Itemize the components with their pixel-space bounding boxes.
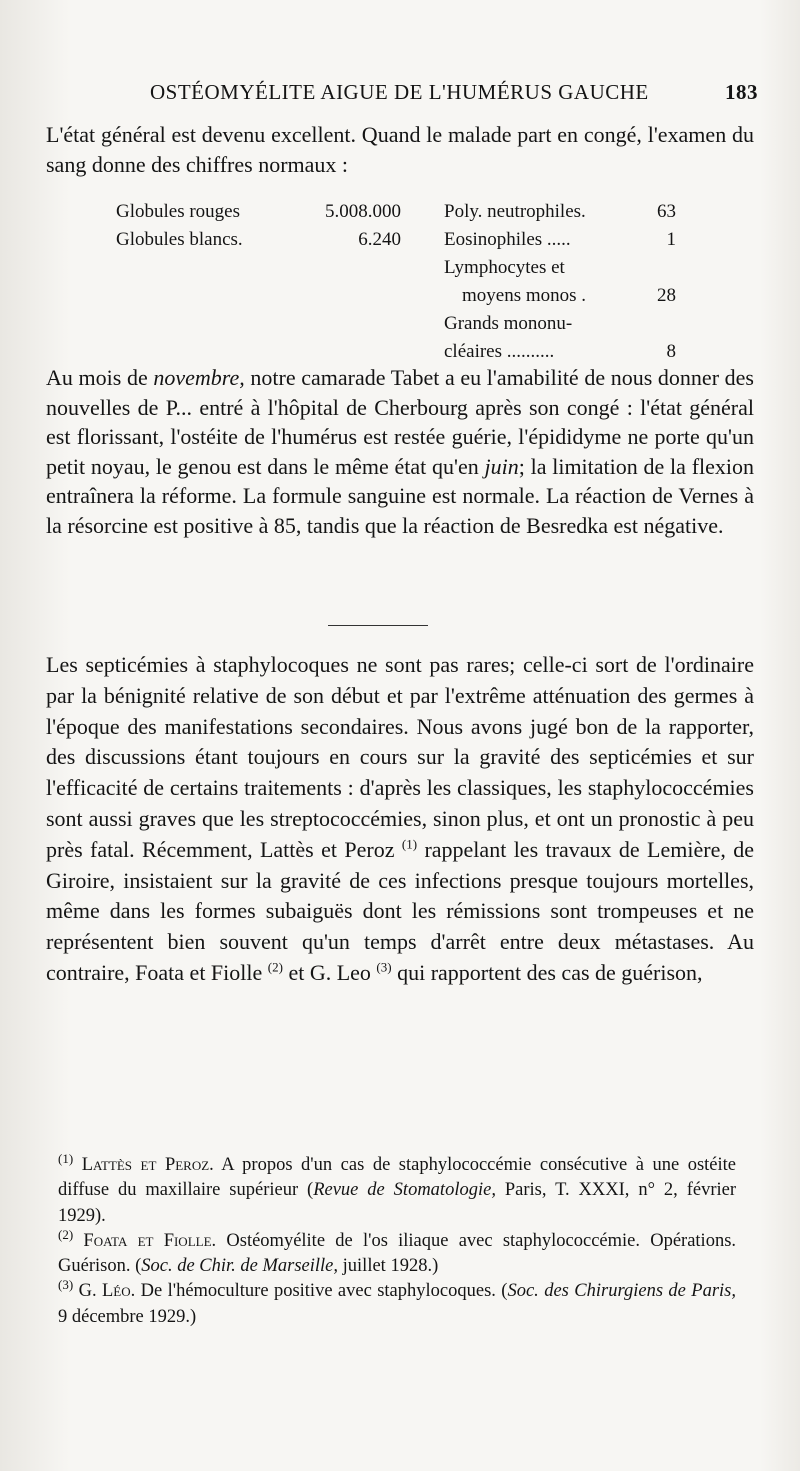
- blood-count-value: 1: [666, 229, 676, 250]
- footnote: [58, 1226, 737, 1280]
- text-run: juillet 1928.): [338, 1256, 439, 1277]
- text-run: notre camarade Tabet a eu l'amabilité de nous donner des nouvelles de P... entré à l'hôpital de Cherbourg après son congé : l'état général est florissant, l'ostéite de l'humérus est restée guérie, l'épididyme ne porte qu'un petit noyau, le genou est dans le même état qu'en: [46, 365, 754, 479]
- blood-count-label: Eosinophiles .....: [444, 229, 571, 250]
- blood-count-table: [116, 198, 676, 366]
- italic-month: novembre,: [153, 365, 245, 390]
- text-run: et G. Leo: [282, 959, 377, 985]
- running-header: [150, 80, 758, 105]
- blood-count-row: [116, 198, 401, 226]
- blood-count-row: [444, 198, 676, 226]
- intro-paragraph: [46, 120, 754, 179]
- footnote-journal: Soc. de Chir. de Marseille,: [141, 1256, 339, 1277]
- text-run: qui rapportent des cas de guérison,: [391, 959, 703, 985]
- blood-count-label: cléaires ..........: [444, 341, 555, 362]
- blood-count-label: moyens monos .: [462, 285, 587, 306]
- footnote: [58, 1150, 736, 1229]
- text-run: De l'hémoculture positive avec staphylocoques. (: [135, 1281, 508, 1302]
- page-number: 183: [725, 80, 758, 104]
- blood-count-row: [444, 226, 676, 254]
- footnote-authors: G. Léo.: [78, 1281, 136, 1302]
- blood-count-row: [444, 338, 676, 366]
- blood-count-label: Lymphocytes et: [444, 257, 565, 278]
- section-divider: [328, 625, 428, 626]
- blood-count-value: 28: [657, 285, 676, 306]
- blood-count-row: [444, 282, 676, 310]
- discussion-text: [46, 650, 754, 989]
- footnote-reference: (3): [376, 959, 392, 975]
- blood-count-value: 8: [666, 341, 676, 362]
- follow-up-paragraph: [46, 363, 754, 541]
- text-run: A propos d'un cas de staphylococcémie consécutive à une ostéite diffuse du maxillaire supérieur (: [58, 1155, 736, 1201]
- blood-count-row: [116, 226, 401, 254]
- blood-count-label: Grands mononu-: [444, 313, 573, 334]
- footnote-marker: (3): [58, 1277, 74, 1293]
- footnote-journal: Soc. des Chirurgiens de Paris,: [507, 1281, 736, 1302]
- text-run: Au mois de: [46, 365, 154, 390]
- blood-count-right-column: [444, 198, 676, 366]
- blood-count-value: 6.240: [358, 229, 401, 250]
- blood-count-value: 5.008.000: [325, 201, 401, 222]
- text-run: Paris, T. XXXI, n° 2, février 1929).: [58, 1180, 736, 1226]
- footnote-authors: Lattès et Peroz.: [81, 1155, 214, 1175]
- footnote-reference: (2): [267, 959, 283, 975]
- footnote-reference: (1): [401, 836, 418, 852]
- text-run: Ostéomyélite de l'os iliaque avec staphylococcémie. Opérations. Guérison. (: [58, 1230, 737, 1277]
- blood-count-value: 63: [657, 201, 676, 222]
- footnote-authors: Foata et Fiolle.: [83, 1230, 217, 1251]
- blood-count-row: [444, 310, 676, 338]
- follow-up-text: [46, 363, 754, 541]
- discussion-paragraph: [46, 650, 754, 989]
- text-run: 9 décembre 1929.): [58, 1306, 197, 1327]
- text-run: rappelant les travaux de Lemière, de Giroire, insistaient sur la gravité de ces infections presque toujours mortelles, même dans les formes subaiguës dont les rémissions sont trompeuses et ne représentent bien souvent qu'un temps d'arrêt entre deux métastases. Au contraire, Foata et Fiolle: [46, 836, 754, 985]
- running-title: OSTÉOMYÉLITE AIGUE DE L'HUMÉRUS GAUCHE: [150, 80, 649, 104]
- footnote-journal: Revue de Stomatologie,: [313, 1180, 496, 1201]
- blood-count-label: Poly. neutrophiles.: [444, 201, 586, 222]
- blood-count-row: [444, 254, 676, 282]
- blood-count-label: Globules blancs.: [116, 229, 243, 250]
- text-run: ; la limitation de la flexion entraînera la réforme. La formule sanguine est normale. La réaction de Vernes à la résorcine est positive à 85, tandis que la réaction de Besredka est négative.: [46, 453, 755, 538]
- footnote-marker: (1): [58, 1150, 74, 1166]
- italic-month: juin: [484, 453, 519, 479]
- footnotes: [58, 1150, 737, 1330]
- intro-text: L'état général est devenu excellent. Quand le malade part en congé, l'examen du sang donne des chiffres normaux :: [46, 122, 754, 177]
- footnote: [58, 1279, 736, 1330]
- blood-count-label: Globules rouges: [116, 201, 241, 222]
- footnote-marker: (2): [58, 1226, 74, 1242]
- blood-count-left-column: [116, 198, 401, 366]
- text-run: Les septicémies à staphylocoques ne sont pas rares; celle-ci sort de l'ordinaire par la bénignité relative de son début et par l'extrême atténuation des germes à l'époque des manifestations secondaires. Nous avons jugé bon de la rapporter, des discussions étant toujours en cours sur la gravité des septicémies et sur l'efficacité de certains traitements : d'après les classiques, les staphylococcémies sont aussi graves que les streptococcémies, sinon plus, et ont un pronostic à peu près fatal. Récemment, Lattès et Peroz: [46, 652, 754, 862]
